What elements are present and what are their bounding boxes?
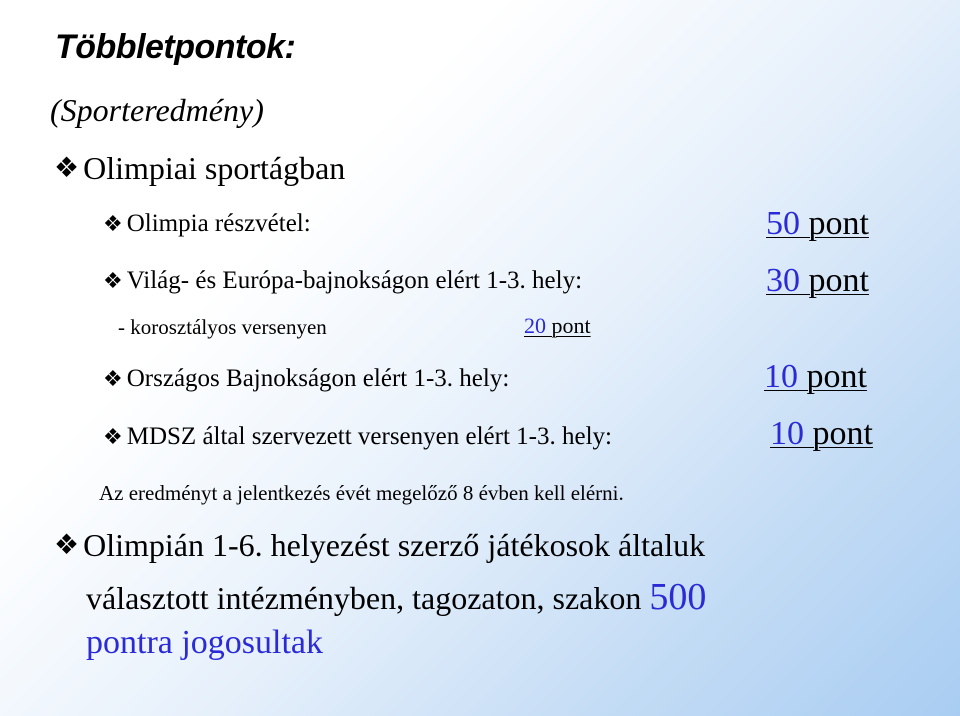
diamond-bullet-icon: ❖ — [103, 268, 123, 293]
item-orszagos-bajnoksag — [103, 365, 509, 393]
subitem-points — [524, 313, 591, 339]
section-olimpiai-sportag — [54, 150, 345, 187]
section-label: Olimpiai sportágban — [83, 150, 346, 186]
page-subtitle: (Sporteredmény) — [50, 92, 264, 128]
section-olimpian-1-6 — [54, 527, 705, 564]
item-label: Olimpia részvétel: — [126, 210, 311, 237]
item-points — [766, 262, 869, 300]
item-label: Országos Bajnokságon elért 1-3. hely: — [126, 365, 510, 392]
points-unit: pont — [804, 415, 873, 452]
points-unit: pont — [798, 358, 867, 395]
diamond-bullet-icon: ❖ — [54, 529, 80, 561]
diamond-bullet-icon: ❖ — [54, 152, 80, 184]
section2-line2 — [86, 575, 706, 619]
diamond-bullet-icon: ❖ — [103, 211, 123, 236]
item-points — [764, 358, 867, 396]
highlight-points: 500 — [649, 576, 707, 618]
item-label: MDSZ által szervezett versenyen elért 1-3. hely: — [126, 423, 612, 450]
item-vilag-europa-bajnoksag — [103, 267, 582, 295]
item-points — [766, 205, 869, 243]
points-unit: pont — [800, 262, 869, 299]
item-label: Világ- és Európa-bajnokságon elért 1-3. hely: — [126, 267, 583, 294]
points-number: 10 — [764, 358, 798, 395]
points-unit: pont — [546, 313, 591, 338]
points-unit: pont — [800, 205, 869, 242]
section2-line2-text: választott intézményben, tagozaton, szakon — [86, 580, 650, 616]
diamond-bullet-icon: ❖ — [103, 366, 123, 391]
section2-line1: Olimpián 1-6. helyezést szerző játékosok általuk — [83, 527, 706, 563]
points-number: 20 — [524, 313, 546, 338]
item-mdsz-verseny — [103, 423, 612, 451]
points-number: 50 — [766, 205, 800, 242]
subitem-korosztalyos: - korosztályos versenyen — [118, 315, 327, 339]
item-points — [770, 415, 873, 453]
points-number: 10 — [770, 415, 804, 452]
section2-line3: pontra jogosultak — [86, 624, 324, 661]
page-title: Többletpontok: — [55, 28, 296, 66]
diamond-bullet-icon: ❖ — [103, 424, 123, 449]
note-text: Az eredményt a jelentkezés évét megelőző 8 évben kell elérni. — [99, 481, 624, 505]
item-olimpia-reszvetel — [103, 210, 311, 238]
points-number: 30 — [766, 262, 800, 299]
